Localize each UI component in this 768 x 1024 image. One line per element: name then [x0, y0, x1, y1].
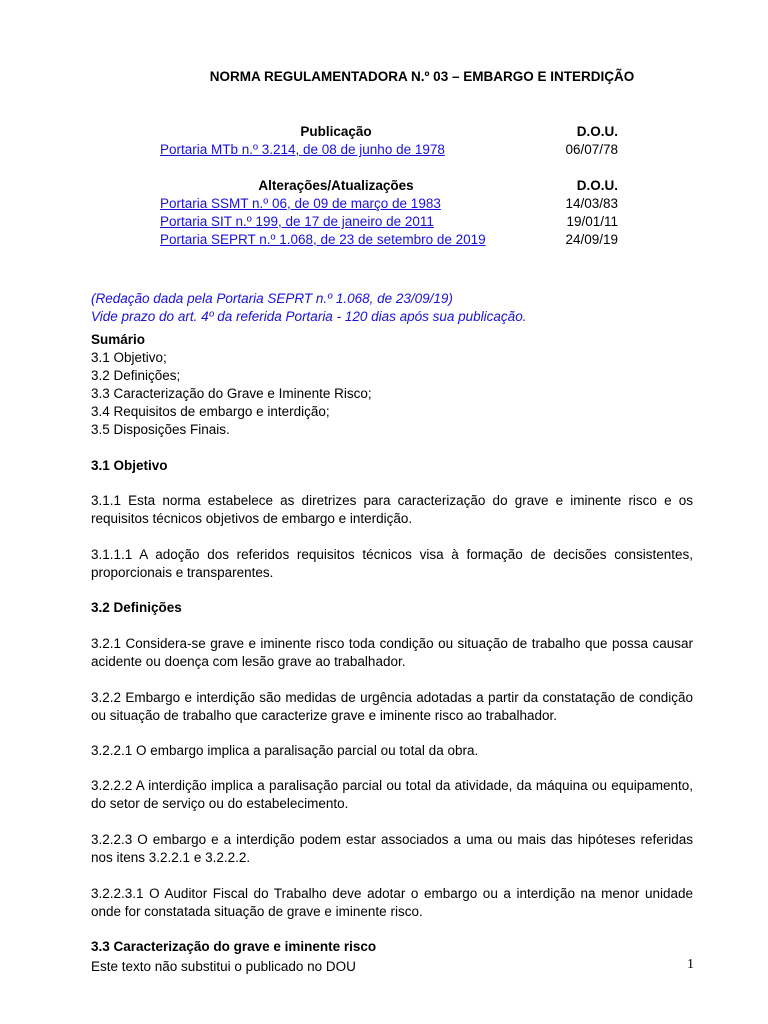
publication-dou-heading: D.O.U.	[576, 124, 618, 139]
redaction-note-line: Vide prazo do art. 4º da referida Portaria - 120 dias após sua publicação.	[91, 309, 527, 324]
paragraph-3-2-2-3-1: 3.2.2.3.1 O Auditor Fiscal do Trabalho deve adotar o embargo ou a interdição na menor unidade onde for constatada situação de grave e iminente risco.	[91, 886, 693, 919]
paragraph-3-2-2: 3.2.2 Embargo e interdição são medidas de urgência adotadas a partir da constatação de condição ou situação de trabalho que caracterize grave e iminente risco ao trabalhador.	[91, 690, 693, 723]
updates-header	[160, 177, 620, 195]
update-date: 24/09/19	[565, 232, 618, 247]
section-heading-3-3: 3.3 Caracterização do grave e iminente risco	[91, 939, 377, 954]
summary-item: 3.4 Requisitos de embargo e interdição;	[91, 404, 330, 419]
section-heading-3-1: 3.1 Objetivo	[91, 458, 168, 473]
summary-item: 3.3 Caracterização do Grave e Iminente Risco;	[91, 386, 372, 401]
updates-block	[160, 177, 620, 249]
portaria-mtb-link[interactable]: Portaria MTb n.º 3.214, de 08 de junho de 1978	[160, 142, 445, 157]
redaction-note-line: (Redação dada pela Portaria SEPRT n.º 1.068, de 23/09/19)	[91, 291, 453, 306]
publication-heading: Publicação	[300, 124, 372, 139]
redaction-note	[91, 290, 711, 326]
summary-item: 3.1 Objetivo;	[91, 350, 167, 365]
page-footer: Este texto não substitui o publicado no DOU	[91, 959, 356, 974]
updates-dou-heading: D.O.U.	[576, 178, 618, 193]
page-number: 1	[687, 957, 694, 972]
update-item	[160, 195, 620, 213]
document-title: NORMA REGULAMENTADORA N.º 03 – EMBARGO E INTERDIÇÃO	[209, 69, 635, 84]
update-item	[160, 231, 620, 249]
paragraph-3-2-2-2: 3.2.2.2 A interdição implica a paralisação parcial ou total da atividade, da máquina ou equipamento, do setor de serviço ou do estabelecimento.	[91, 778, 693, 811]
update-date: 14/03/83	[565, 196, 618, 211]
publication-header	[160, 123, 620, 141]
updates-heading: Alterações/Atualizações	[258, 178, 414, 193]
paragraph-3-2-2-1: 3.2.2.1 O embargo implica a paralisação parcial ou total da obra.	[91, 743, 479, 758]
paragraph-3-1-1: 3.1.1 Esta norma estabelece as diretrizes para caracterização do grave e iminente risco e os requisitos técnicos objetivos de embargo e interdição.	[91, 493, 693, 526]
publication-block	[160, 123, 620, 159]
publication-date: 06/07/78	[565, 142, 618, 157]
summary-item: 3.5 Disposições Finais.	[91, 422, 230, 437]
summary-title: Sumário	[91, 332, 146, 347]
portaria-ssmt-link[interactable]: Portaria SSMT n.º 06, de 09 de março de 1983	[160, 196, 441, 211]
update-date: 19/01/11	[566, 214, 618, 229]
portaria-seprt-link[interactable]: Portaria SEPRT n.º 1.068, de 23 de setembro de 2019	[160, 232, 486, 247]
paragraph-3-2-2-3: 3.2.2.3 O embargo e a interdição podem estar associados a uma ou mais das hipóteses referidas nos itens 3.2.2.1 e 3.2.2.2.	[91, 832, 693, 865]
portaria-sit-link[interactable]: Portaria SIT n.º 199, de 17 de janeiro de 2011	[160, 214, 434, 229]
publication-item	[160, 141, 620, 159]
paragraph-3-1-1-1: 3.1.1.1 A adoção dos referidos requisitos técnicos visa à formação de decisões consistentes, proporcionais e transparentes.	[91, 547, 693, 580]
section-heading-3-2: 3.2 Definições	[91, 600, 182, 615]
update-item	[160, 213, 620, 231]
summary-item: 3.2 Definições;	[91, 368, 181, 383]
summary	[91, 331, 372, 439]
paragraph-3-2-1: 3.2.1 Considera-se grave e iminente risco toda condição ou situação de trabalho que possa causar acidente ou doença com lesão grave ao trabalhador.	[91, 636, 693, 669]
